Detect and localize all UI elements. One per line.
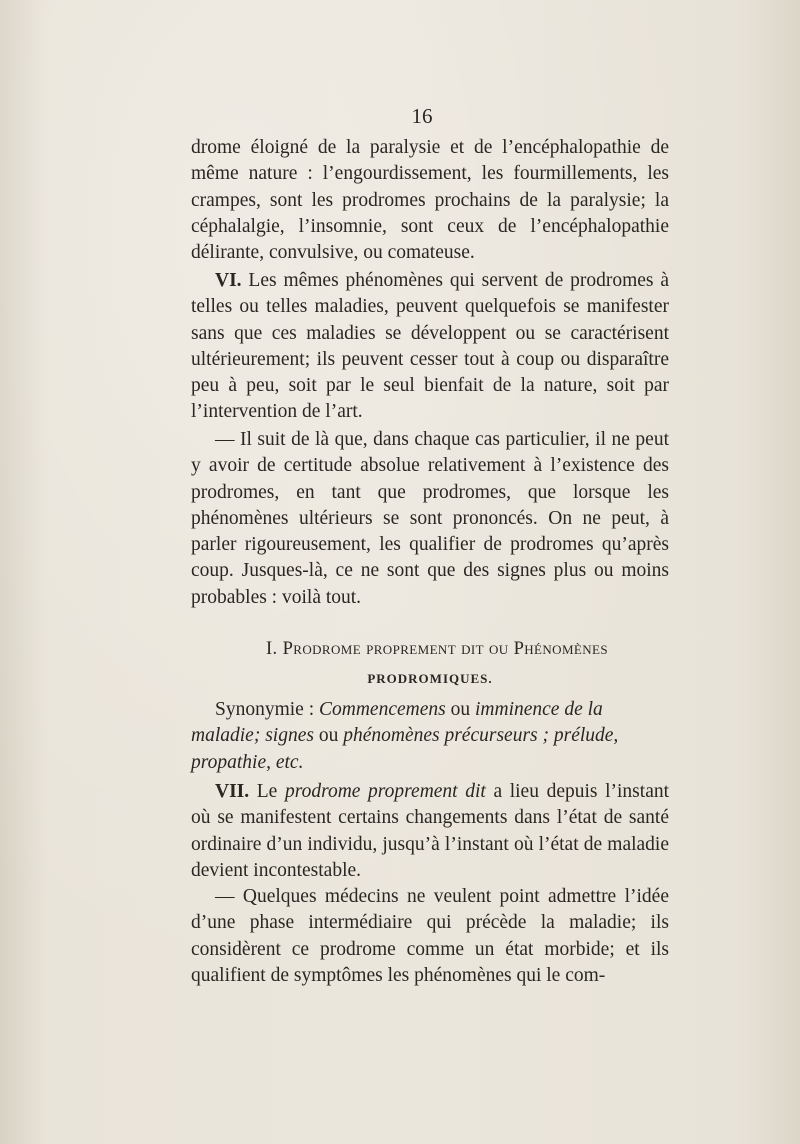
paragraph-text: a lieu depuis l’instant où se manifestent certains changements dans l’état de santé ordinaire d’un individu, jusqu’à l’instant où l’état de maladie devient incontestable. (191, 781, 670, 881)
paragraph-text: drome éloigné de la paralysie et de l’encéphalopathie de même nature : l’engourdissement, les fourmillements, les crampes, sont les prodromes prochains de la paralysie; la céphalalgie, l’insomnie, sont ceux de l’encéphalopathie délirante, convulsive, ou comateuse. (191, 137, 669, 264)
paragraph-text: Les mêmes phénomènes qui servent de prodromes à telles ou telles maladies, peuvent quelquefois se manifester sans que ces maladies se développent ou se caractérisent ultérieurement; ils peuvent cesser tout à coup ou disparaître peu à peu, soit par le seul bienfait de la nature, soit par l’intervention de l’art. (191, 270, 669, 423)
heading-title-continuation: PRODROMIQUES. (367, 671, 493, 686)
paragraph-vi (191, 268, 669, 426)
paragraph-text: — Il suit de là que, dans chaque cas particulier, il ne peut y avoir de certitude absolue relativement à l’existence des prodromes, en tant que prodromes, que lorsque les phénomènes ultérieurs se sont prononcés. On ne peut, à parler rigoureusement, les qualifier de prodromes qu’après coup. Jusques-là, ce ne sont que des signes plus ou moins probables : voilà tout. (191, 429, 669, 608)
heading-title: Prodrome proprement dit ou Phénomènes (282, 639, 609, 659)
heading-number: I. (265, 639, 278, 659)
synonymie-label: Synonymie : (215, 699, 315, 720)
term-italic: prodrome proprement dit (284, 781, 486, 802)
paragraph-consequence (191, 427, 669, 611)
paragraph-continuation (191, 135, 669, 266)
paragraph-objection (191, 884, 669, 989)
paragraph-text: — Quelques médecins ne veulent point admettre l’idée d’une phase intermédiaire qui précède la maladie; ils considèrent ce prodrome comme un état morbide; et ils qualifient de symptômes les phénomènes qui le com- (191, 886, 669, 986)
section-number: VII. (215, 781, 250, 802)
section-number: VI. (215, 270, 242, 291)
paragraph-vii: VII. Le prodrome proprement dit a lieu depuis l’instant où se manifestent certains changements dans l’état de santé ordinaire d’un individu, jusqu’à l’instant où l’état de maladie devient incontestable. (191, 781, 670, 881)
synonymie-paragraph: Synonymie : Commencemens ou imminence de la maladie; signes ou phénomènes précurseurs ; prélude, propathie, etc. (191, 699, 619, 773)
section-heading (191, 634, 669, 694)
page-number: 16 (411, 104, 433, 128)
